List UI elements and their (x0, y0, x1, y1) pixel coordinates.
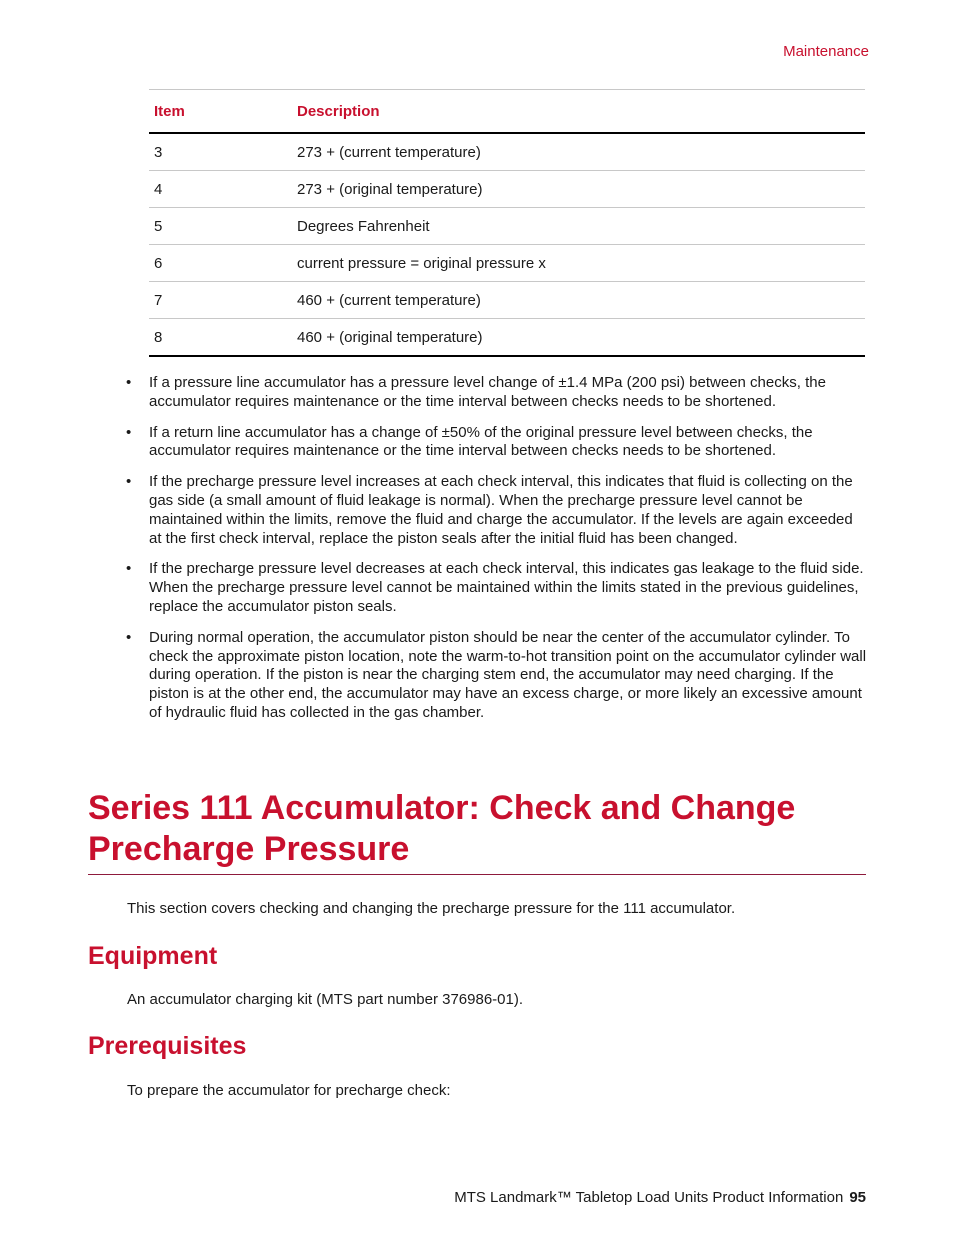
item-description-table (149, 89, 865, 357)
column-header-description: Description (292, 90, 865, 134)
list-item (125, 424, 867, 462)
guideline-list (125, 374, 867, 735)
table-row (149, 245, 865, 282)
bullet-icon: • (126, 473, 132, 491)
running-header: Maintenance (783, 43, 869, 60)
bullet-icon: • (126, 628, 132, 646)
item-cell: 3 (149, 133, 292, 171)
bullet-icon: • (126, 560, 132, 578)
column-header-item: Item (149, 90, 292, 134)
description-cell: current pressure = original pressure x (292, 245, 865, 282)
list-item-text: If a pressure line accumulator has a pressure level change of ±1.4 MPa (200 psi) between checks, the accumulator requires maintenance or the time interval between checks needs to be shortened. (149, 374, 826, 410)
item-cell: 8 (149, 319, 292, 357)
description-cell: 273 + (current temperature) (292, 133, 865, 171)
footer-doc-title: MTS Landmark™ Tabletop Load Units Product Information (454, 1189, 844, 1206)
table-row (149, 171, 865, 208)
table-row (149, 133, 865, 171)
item-cell: 6 (149, 245, 292, 282)
page-footer (454, 1189, 866, 1206)
equipment-heading: Equipment (88, 942, 218, 970)
list-item-text: If the precharge pressure level decreases at each check interval, this indicates gas leakage to the fluid side. When the precharge pressure level cannot be maintained within the limits stated in the previous guidelines, replace the accumulator piston seals. (149, 560, 864, 615)
page-number: 95 (849, 1189, 866, 1206)
description-cell: Degrees Fahrenheit (292, 208, 865, 245)
item-cell: 4 (149, 171, 292, 208)
description-cell: 273 + (original temperature) (292, 171, 865, 208)
table-row (149, 319, 865, 357)
list-item (125, 560, 867, 616)
list-item (125, 473, 867, 548)
item-cell: 7 (149, 282, 292, 319)
list-item (125, 374, 867, 412)
bullet-icon: • (126, 423, 132, 441)
prerequisites-text: To prepare the accumulator for precharge check: (127, 1082, 451, 1099)
list-item-text: During normal operation, the accumulator piston should be near the center of the accumulator cylinder. To check the approximate piston location, note the warm-to-hot transition point on the accumulator cylinder wall during operation. If the piston is near the charging stem end, the accumulator may need charging. If the piston is at the other end, the accumulator may have an excess charge, or more likely an excessive amount of hydraulic fluid has collected in the gas chamber. (149, 628, 867, 721)
table-header-row (149, 90, 865, 134)
equipment-text: An accumulator charging kit (MTS part number 376986-01). (127, 991, 524, 1008)
list-item-text: If a return line accumulator has a change of ±50% of the original pressure level between checks, the accumulator requires maintenance or the time interval between checks needs to be shortened. (149, 423, 813, 460)
section-intro: This section covers checking and changing the precharge pressure for the 111 accumulator. (127, 900, 736, 917)
table-row (149, 208, 865, 245)
section-title: Series 111 Accumulator: Check and Change Precharge Pressure (88, 788, 866, 875)
item-cell: 5 (149, 208, 292, 245)
description-cell: 460 + (original temperature) (292, 319, 865, 357)
description-cell: 460 + (current temperature) (292, 282, 865, 319)
list-item (125, 629, 867, 723)
list-item-text: If the precharge pressure level increases at each check interval, this indicates that fluid is collecting on the gas side (a small amount of fluid leakage is normal). When the precharge pressure level cannot be maintained within the limits, remove the fluid and charge the accumulator. If the levels are again exceeded at the first check interval, replace the piston seals after the initial fluid has been changed. (149, 473, 853, 547)
table-row (149, 282, 865, 319)
prerequisites-heading: Prerequisites (88, 1032, 247, 1060)
bullet-icon: • (126, 374, 132, 391)
